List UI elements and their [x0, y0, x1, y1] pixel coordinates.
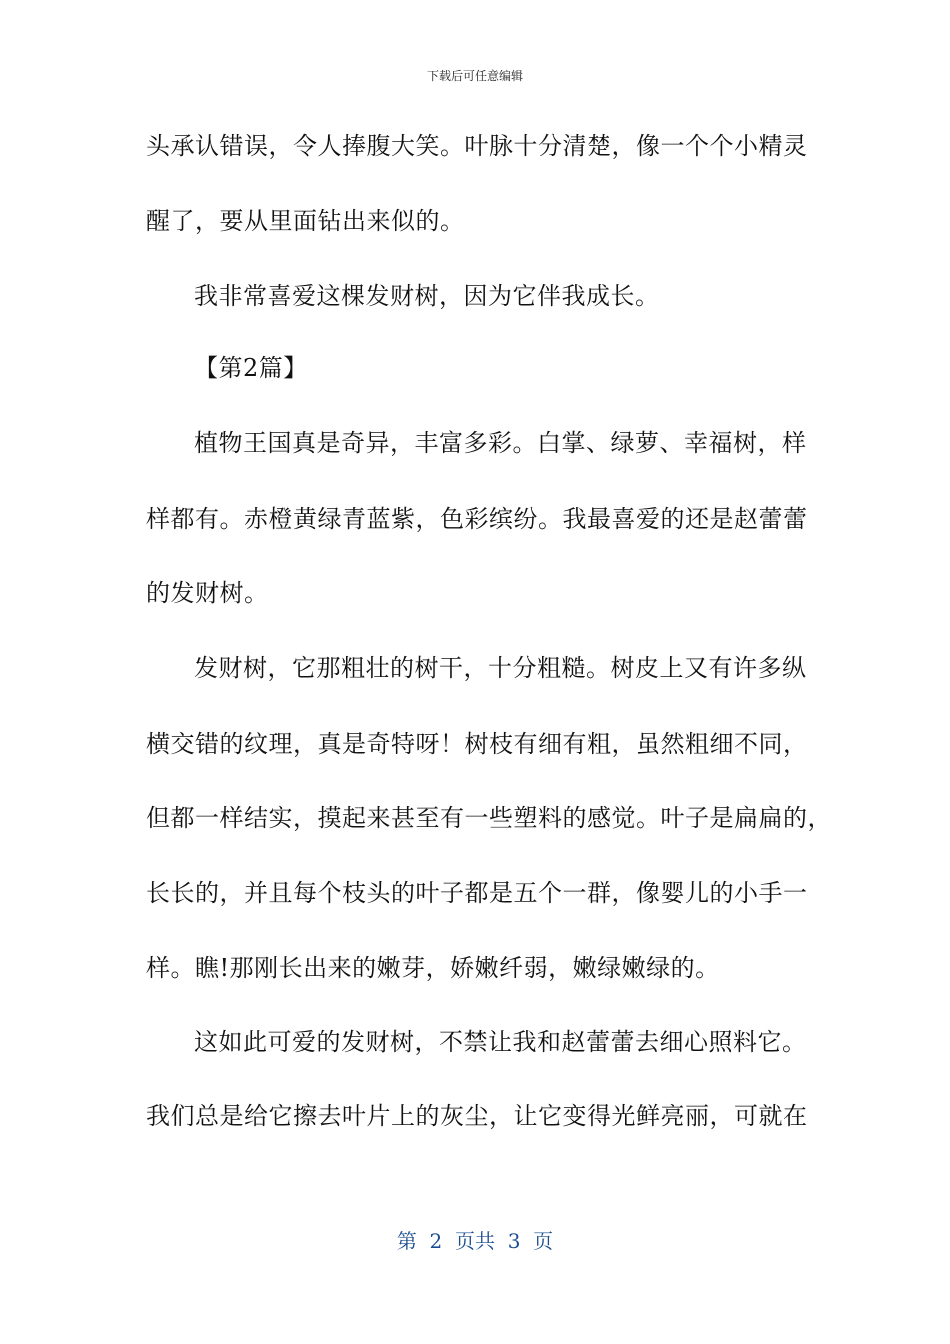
text-line: 这如此可爱的发财树，不禁让我和赵蕾蕾去细心照料它。: [194, 1028, 807, 1056]
text-line: 我们总是给它擦去叶片上的灰尘，让它变得光鲜亮丽，可就在: [146, 1102, 808, 1130]
text-line: 发财树，它那粗壮的树干，十分粗糙。树皮上又有许多纵: [194, 654, 807, 682]
text-line: 样都有。赤橙黄绿青蓝紫，色彩缤纷。我最喜爱的还是赵蕾蕾: [146, 505, 808, 533]
text-line: 植物王国真是奇异，丰富多彩。白掌、绿萝、幸福树，样: [194, 429, 807, 457]
text-line: 长长的，并且每个枝头的叶子都是五个一群，像婴儿的小手一: [146, 879, 808, 907]
page-footer: 第 2 页共 3 页: [396, 1229, 554, 1253]
section-heading: 【第2篇】: [194, 354, 308, 382]
text-line: 头承认错误，令人捧腹大笑。叶脉十分清楚，像一个个小精灵: [146, 132, 808, 160]
page-header: 下载后可任意编辑: [426, 69, 523, 83]
text-line: 的发财树。: [146, 579, 269, 607]
text-line: 但都一样结实，摸起来甚至有一些塑料的感觉。叶子是扁扁的，: [146, 804, 832, 832]
text-line: 样。瞧!那刚长出来的嫩芽，娇嫩纤弱，嫩绿嫩绿的。: [146, 954, 720, 982]
text-line: 醒了，要从里面钻出来似的。: [146, 207, 465, 235]
text-line: 我非常喜爱这棵发财树，因为它伴我成长。: [194, 282, 660, 310]
text-line: 横交错的纹理，真是奇特呀！树枝有细有粗，虽然粗细不同，: [146, 730, 808, 758]
